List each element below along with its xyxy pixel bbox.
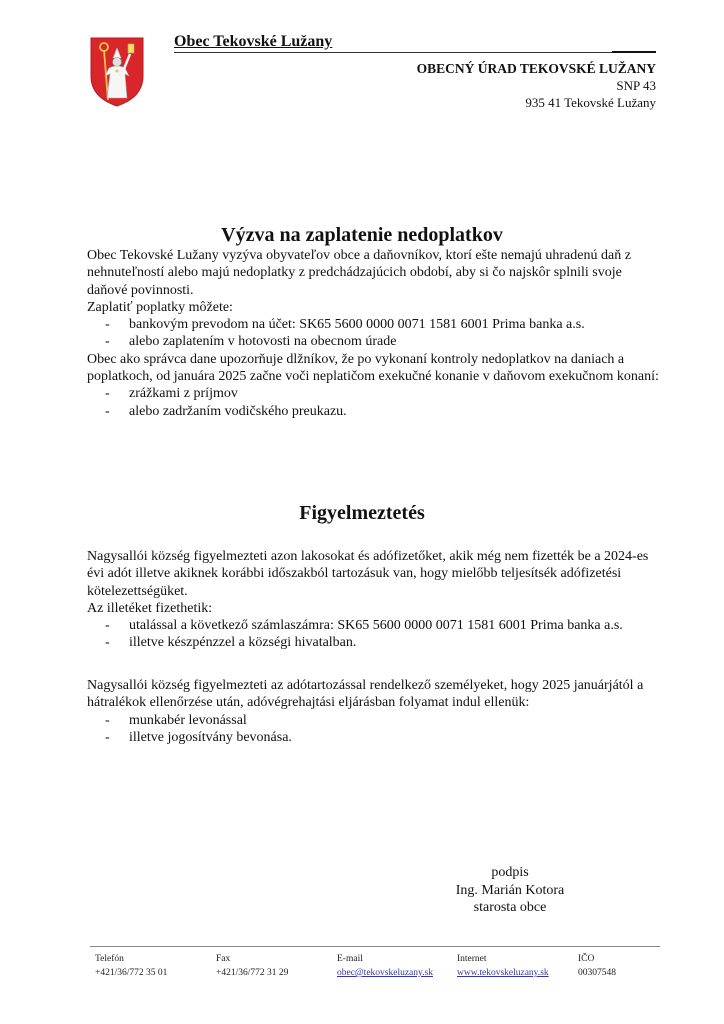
enforcement-option: munkabér levonással [129, 712, 247, 728]
organization-name: Obec Tekovské Lužany [174, 33, 333, 50]
slovak-title: Výzva na zaplatenie nedoplatkov [221, 224, 503, 246]
hungarian-pay-options [87, 617, 662, 652]
list-item [87, 385, 662, 402]
footer-label: Internet [457, 954, 487, 964]
list-marker: - [105, 635, 110, 651]
slovak-enforcement-options [87, 385, 662, 420]
footer-phone [95, 952, 167, 980]
signatory-name: Ing. Marián Kotora [455, 882, 565, 898]
footer-label: Telefón [95, 954, 124, 964]
hungarian-intro: Nagysallói község figyelmezteti azon lakosokat és adófizetőket, akik még nem fizették be a 2024-es évi adót illetve akiknek korábbi időszakból tartozásuk van, hogy mielőbb teljesítsék adófizetési kötelezettségüket. [87, 549, 649, 599]
list-marker: - [105, 386, 110, 402]
signatory-role: starosta obce [473, 900, 547, 915]
hungarian-enforcement-options [87, 712, 662, 747]
footer-divider [90, 946, 660, 947]
hungarian-pay-label: Az illetéket fizethetik: [87, 600, 213, 616]
pay-option-bank: bankovým prevodom na účet: SK65 5600 0000 0071 1581 6001 Prima banka a.s. [129, 317, 585, 333]
footer-fax [216, 952, 288, 980]
footer-label: Fax [216, 954, 231, 964]
enforcement-option: zrážkami z príjmov [129, 386, 238, 402]
slovak-pay-options [87, 316, 662, 351]
list-item [87, 316, 662, 333]
header-divider-accent [612, 51, 656, 53]
footer-label: E-mail [337, 954, 363, 964]
header-divider [174, 52, 656, 53]
ico-value: 00307548 [578, 968, 616, 978]
address-city: 935 41 Tekovské Lužany [525, 95, 656, 110]
list-marker: - [105, 334, 110, 350]
email-link[interactable]: obec@tekovskeluzany.sk [337, 968, 433, 978]
hungarian-body [87, 548, 662, 652]
list-marker: - [105, 317, 110, 333]
pay-option-bank: utalással a következő számlaszámra: SK65 5600 0000 0071 1581 6001 Prima banka a.s. [129, 618, 623, 634]
list-item [87, 634, 662, 651]
fax-value: +421/36/772 31 29 [216, 968, 289, 978]
list-item [87, 712, 662, 729]
office-address [417, 60, 656, 111]
slovak-pay-label: Zaplatiť poplatky môžete: [87, 299, 233, 315]
address-street: SNP 43 [616, 78, 656, 93]
hungarian-title: Figyelmeztetés [299, 502, 425, 524]
office-title: OBECNÝ ÚRAD TEKOVSKÉ LUŽANY [416, 61, 656, 76]
slovak-warning: Obec ako správca dane upozorňuje dlžníkov, že po vykonaní kontroly nedoplatkov na daniach a poplatkoch, od januára 2025 začne voči neplatičom exekučné konanie v daňovom exekučnom konaní: [87, 351, 659, 385]
list-marker: - [105, 403, 110, 419]
phone-value: +421/36/772 35 01 [95, 968, 168, 978]
footer-label: IČO [578, 954, 595, 964]
slovak-intro: Obec Tekovské Lužany vyzýva obyvateľov obce a daňovníkov, ktorí ešte nemajú uhradenú daň z nehnuteľností alebo majú nedoplatky z predchádzajúcich období, aby si čo najskôr splnili svoje daňové povinnosti. [87, 248, 631, 298]
signature-label: podpis [491, 865, 529, 880]
list-marker: - [105, 618, 110, 634]
slovak-body [87, 247, 662, 420]
enforcement-option: alebo zadržaním vodičského preukazu. [129, 403, 347, 419]
list-item [87, 403, 662, 420]
list-marker: - [105, 712, 110, 728]
website-link[interactable]: www.tekovskeluzany.sk [457, 968, 549, 978]
coat-of-arms-icon [89, 36, 145, 108]
pay-option-cash: alebo zaplatením v hotovosti na obecnom úrade [129, 334, 397, 350]
hungarian-warning-block [87, 677, 662, 746]
pay-option-cash: illetve készpénzzel a községi hivatalban. [129, 635, 357, 651]
footer-ico [578, 952, 616, 980]
signature-block [430, 864, 590, 917]
list-marker: - [105, 729, 110, 745]
list-item [87, 729, 662, 746]
list-item [87, 617, 662, 634]
footer-internet [457, 952, 549, 980]
hungarian-warning: Nagysallói község figyelmezteti az adótartozással rendelkező személyeket, hogy 2025 januárjától a hátralékok ellenőrzése után, adóvégrehajtási eljárásban folyamat indul ellenük: [87, 678, 644, 711]
footer-email [337, 952, 433, 980]
list-item [87, 333, 662, 350]
enforcement-option: illetve jogosítvány bevonása. [129, 729, 292, 745]
